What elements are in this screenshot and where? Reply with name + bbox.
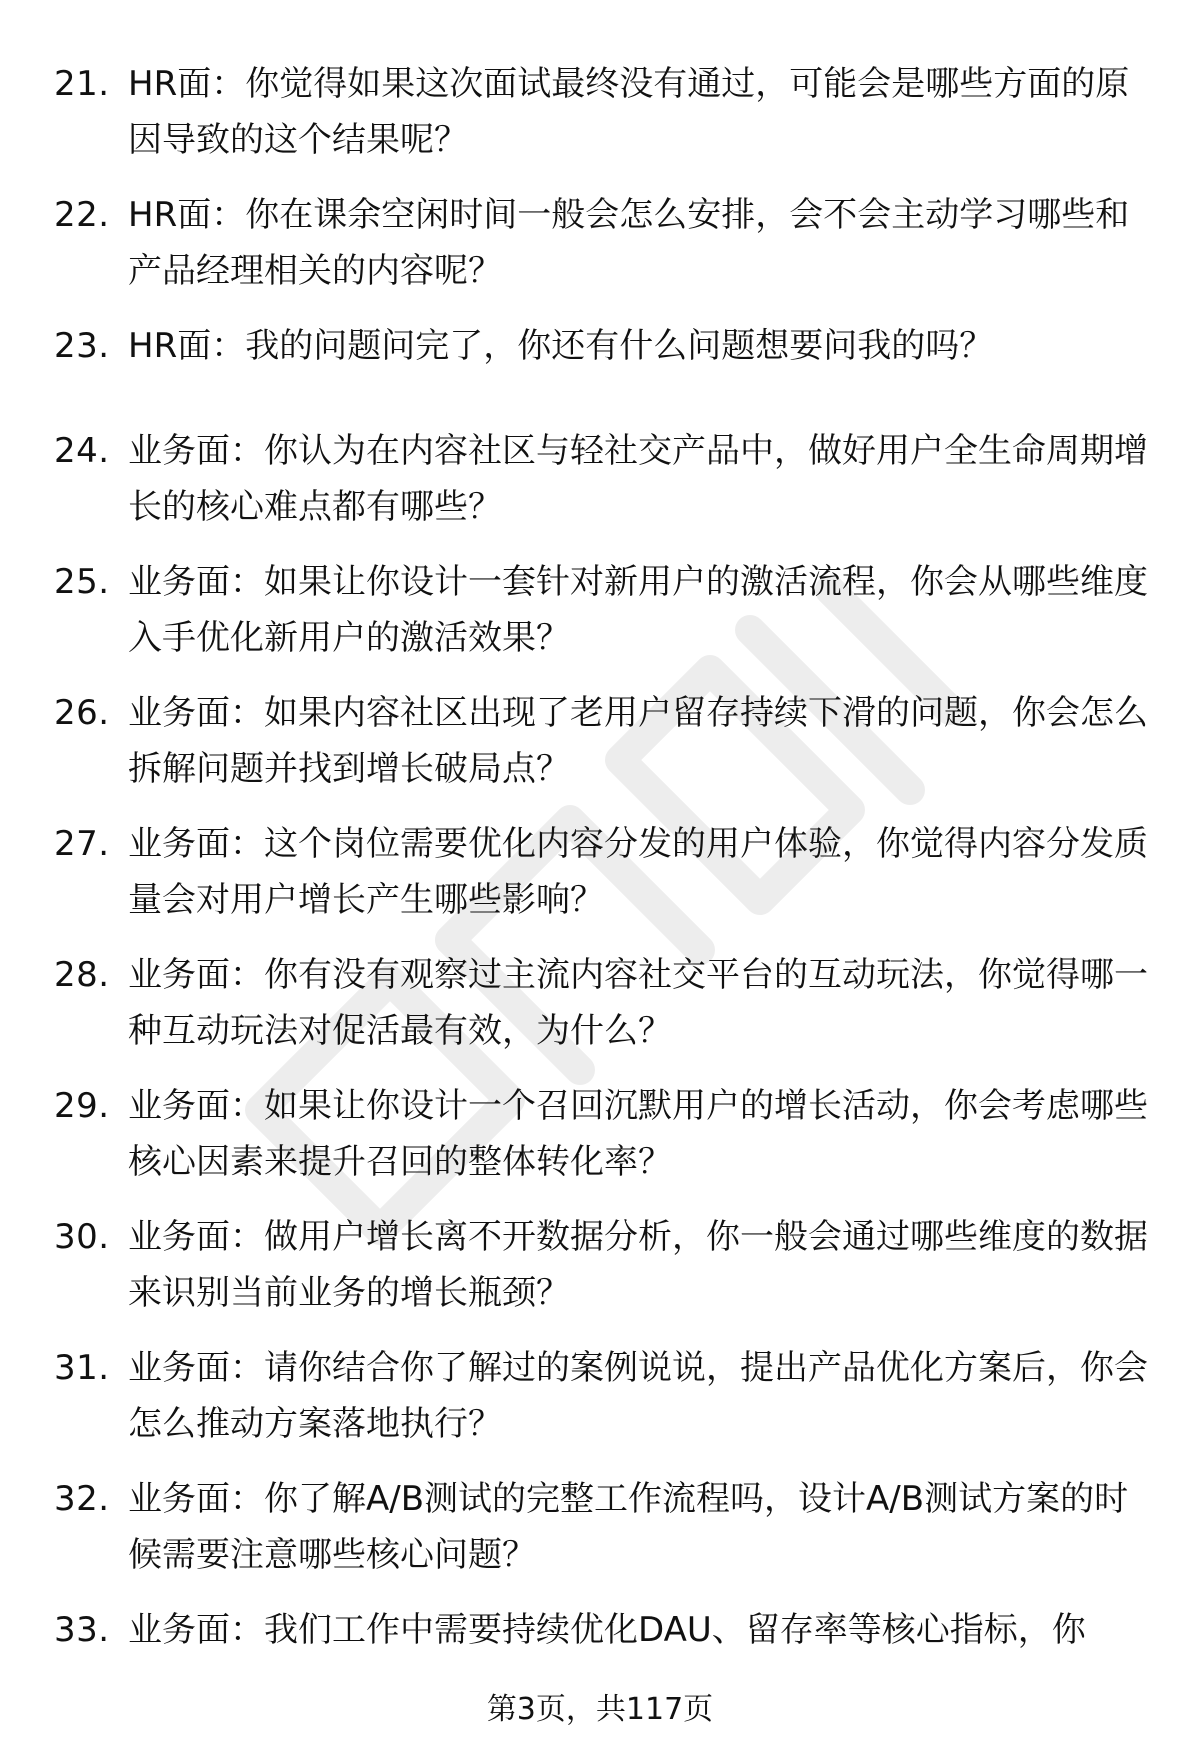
question-text: 业务面：如果让你设计一套针对新用户的激活流程，你会从哪些维度入手优化新用户的激活效果？ [128, 562, 1148, 658]
question-text: HR面：我的问题问完了，你还有什么问题想要问我的吗？ [128, 326, 994, 366]
question-text: HR面：你觉得如果这次面试最终没有通过，可能会是哪些方面的原因导致的这个结果呢？ [128, 64, 1130, 160]
question-text: 业务面：你认为在内容社区与轻社交产品中，做好用户全生命周期增长的核心难点都有哪些？ [128, 431, 1148, 527]
question-number: 30. [54, 1217, 110, 1257]
list-item [0, 423, 1200, 554]
question-number: 26. [54, 693, 110, 733]
question-text: 业务面：做用户增长离不开数据分析，你一般会通过哪些维度的数据来识别当前业务的增长瓶颈？ [128, 1217, 1148, 1313]
list-item [0, 1471, 1200, 1602]
question-number: 28. [54, 955, 110, 995]
question-number: 32. [54, 1479, 110, 1519]
question-number: 23. [54, 326, 110, 366]
list-item [0, 816, 1200, 947]
question-list [0, 56, 1200, 1733]
question-number: 24. [54, 431, 110, 471]
question-text: 业务面：如果让你设计一个召回沉默用户的增长活动，你会考虑哪些核心因素来提升召回的整体转化率？ [128, 1086, 1148, 1182]
question-text: 业务面：如果内容社区出现了老用户留存持续下滑的问题，你会怎么拆解问题并找到增长破局点？ [128, 693, 1148, 789]
page-number: 第3页，共117页 [486, 1692, 714, 1727]
question-number: 27. [54, 824, 110, 864]
list-item [0, 1209, 1200, 1340]
question-number: 21. [54, 64, 110, 104]
question-number: 29. [54, 1086, 110, 1126]
question-text: HR面：你在课余空闲时间一般会怎么安排，会不会主动学习哪些和产品经理相关的内容呢？ [128, 195, 1130, 291]
question-text: 业务面：你有没有观察过主流内容社交平台的互动玩法，你觉得哪一种互动玩法对促活最有效，为什么？ [128, 955, 1148, 1051]
question-number: 25. [54, 562, 110, 602]
list-item [0, 1078, 1200, 1209]
list-item [0, 56, 1200, 187]
list-item [0, 947, 1200, 1078]
list-item [0, 318, 1200, 423]
list-item [0, 1340, 1200, 1471]
question-number: 33. [54, 1610, 110, 1650]
question-text: 业务面：这个岗位需要优化内容分发的用户体验，你觉得内容分发质量会对用户增长产生哪些影响？ [128, 824, 1148, 920]
list-item [0, 187, 1200, 318]
question-text: 业务面：我们工作中需要持续优化DAU、留存率等核心指标，你 [128, 1610, 1086, 1650]
question-number: 31. [54, 1348, 110, 1388]
question-number: 22. [54, 195, 110, 235]
question-text: 业务面：你了解A/B测试的完整工作流程吗，设计A/B测试方案的时候需要注意哪些核心问题？ [128, 1479, 1129, 1575]
question-text: 业务面：请你结合你了解过的案例说说，提出产品优化方案后，你会怎么推动方案落地执行？ [128, 1348, 1148, 1444]
list-item [0, 685, 1200, 816]
list-item [0, 554, 1200, 685]
